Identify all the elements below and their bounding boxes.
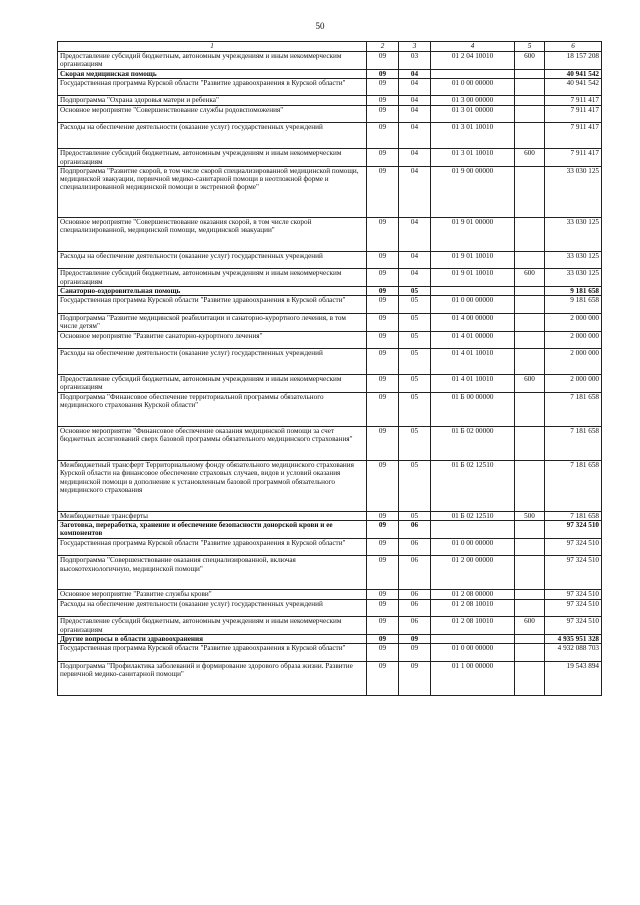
row-amount: 7 181 658 xyxy=(545,426,602,460)
row-name: Основное мероприятие "Развитие службы крови" xyxy=(58,590,367,599)
row-target-article: 01 2 08 10010 xyxy=(431,599,515,617)
row-amount: 33 030 125 xyxy=(545,251,602,269)
table-row xyxy=(58,538,602,556)
table-row xyxy=(58,460,602,511)
row-amount: 7 911 417 xyxy=(545,149,602,167)
row-subsection: 04 xyxy=(399,123,431,149)
row-section: 09 xyxy=(367,296,399,314)
row-target-article xyxy=(431,634,515,643)
row-amount: 2 000 000 xyxy=(545,349,602,375)
row-expense-type xyxy=(515,644,545,662)
row-target-article: 01 3 01 10010 xyxy=(431,149,515,167)
row-amount: 7 911 417 xyxy=(545,105,602,123)
row-subsection: 04 xyxy=(399,69,431,78)
row-target-article xyxy=(431,521,515,539)
row-subsection: 05 xyxy=(399,287,431,296)
row-section: 09 xyxy=(367,634,399,643)
row-name: Расходы на обеспечение деятельности (оказание услуг) государственных учреждений xyxy=(58,349,367,375)
row-subsection: 04 xyxy=(399,105,431,123)
row-section: 09 xyxy=(367,123,399,149)
header-cell-subsection: 3 xyxy=(399,42,431,52)
row-amount: 7 181 658 xyxy=(545,392,602,426)
row-subsection: 09 xyxy=(399,661,431,695)
row-name: Государственная программа Курской области "Развитие здравоохранения в Курской области" xyxy=(58,78,367,96)
row-target-article: 01 Б 02 12510 xyxy=(431,460,515,511)
row-subsection: 04 xyxy=(399,149,431,167)
row-expense-type xyxy=(515,287,545,296)
row-amount: 7 911 417 xyxy=(545,123,602,149)
table-row xyxy=(58,287,602,296)
row-section: 09 xyxy=(367,426,399,460)
row-amount: 40 941 542 xyxy=(545,69,602,78)
row-section: 09 xyxy=(367,599,399,617)
row-subsection: 05 xyxy=(399,296,431,314)
row-expense-type xyxy=(515,521,545,539)
row-name: Санаторно-оздоровительная помощь xyxy=(58,287,367,296)
row-subsection: 05 xyxy=(399,331,431,349)
row-amount: 9 181 658 xyxy=(545,287,602,296)
row-target-article: 01 4 01 10010 xyxy=(431,349,515,375)
row-target-article: 01 9 01 10010 xyxy=(431,251,515,269)
row-target-article: 01 0 00 00000 xyxy=(431,78,515,96)
header-cell-section: 2 xyxy=(367,42,399,52)
row-expense-type xyxy=(515,78,545,96)
row-name: Подпрограмма "Профилактика заболеваний и формирование здорового образа жизни. Развитие первичной медико-санитарной помощи" xyxy=(58,661,367,695)
row-expense-type: 600 xyxy=(515,269,545,287)
row-target-article: 01 4 00 00000 xyxy=(431,313,515,331)
row-expense-type xyxy=(515,217,545,251)
row-name: Основное мероприятие "Финансовое обеспечение оказания медицинской помощи за счет бюджетных ассигнований сверх базовой программы обязательного медицинского страхования" xyxy=(58,426,367,460)
row-name: Предоставление субсидий бюджетным, автономным учреждениям и иным некоммерческим организациям xyxy=(58,375,367,393)
row-subsection: 05 xyxy=(399,460,431,511)
row-amount: 18 157 208 xyxy=(545,52,602,70)
row-expense-type xyxy=(515,349,545,375)
table-row xyxy=(58,521,602,539)
row-amount: 97 324 510 xyxy=(545,590,602,599)
row-amount: 97 324 510 xyxy=(545,538,602,556)
row-name: Предоставление субсидий бюджетным, автономным учреждениям и иным некоммерческим организациям xyxy=(58,617,367,635)
row-amount: 33 030 125 xyxy=(545,166,602,217)
row-amount: 4 935 951 328 xyxy=(545,634,602,643)
row-name: Другие вопросы в области здравоохранения xyxy=(58,634,367,643)
row-name: Межбюджетные трансферты xyxy=(58,511,367,520)
row-subsection: 05 xyxy=(399,375,431,393)
row-target-article: 01 Б 02 12510 xyxy=(431,511,515,520)
row-name: Предоставление субсидий бюджетным, автономным учреждениям и иным некоммерческим организациям xyxy=(58,52,367,70)
header-cell-target-article: 4 xyxy=(431,42,515,52)
row-name: Расходы на обеспечение деятельности (оказание услуг) государственных учреждений xyxy=(58,599,367,617)
row-expense-type: 600 xyxy=(515,617,545,635)
row-subsection: 05 xyxy=(399,313,431,331)
row-subsection: 04 xyxy=(399,269,431,287)
row-section: 09 xyxy=(367,392,399,426)
table-row xyxy=(58,392,602,426)
table-row xyxy=(58,331,602,349)
row-section: 09 xyxy=(367,105,399,123)
row-amount: 19 543 894 xyxy=(545,661,602,695)
row-expense-type: 600 xyxy=(515,52,545,70)
table-row xyxy=(58,78,602,96)
row-section: 09 xyxy=(367,556,399,590)
table-row xyxy=(58,349,602,375)
row-expense-type xyxy=(515,105,545,123)
row-section: 09 xyxy=(367,69,399,78)
row-name: Основное мероприятие "Совершенствование службы родовспоможения" xyxy=(58,105,367,123)
row-target-article: 01 Б 02 00000 xyxy=(431,426,515,460)
row-name: Государственная программа Курской области "Развитие здравоохранения в Курской области" xyxy=(58,644,367,662)
row-target-article: 01 2 00 00000 xyxy=(431,556,515,590)
row-expense-type: 500 xyxy=(515,511,545,520)
row-expense-type xyxy=(515,296,545,314)
row-name: Предоставление субсидий бюджетным, автономным учреждениям и иным некоммерческим организациям xyxy=(58,269,367,287)
row-section: 09 xyxy=(367,521,399,539)
row-subsection: 09 xyxy=(399,644,431,662)
row-amount: 7 911 417 xyxy=(545,96,602,105)
row-section: 09 xyxy=(367,590,399,599)
row-subsection: 05 xyxy=(399,392,431,426)
table-header-row xyxy=(58,42,602,52)
table-row xyxy=(58,105,602,123)
row-subsection: 03 xyxy=(399,52,431,70)
row-expense-type xyxy=(515,166,545,217)
row-subsection: 05 xyxy=(399,349,431,375)
table-row xyxy=(58,217,602,251)
row-amount: 97 324 510 xyxy=(545,556,602,590)
row-subsection: 04 xyxy=(399,78,431,96)
row-target-article: 01 4 01 10010 xyxy=(431,375,515,393)
row-target-article: 01 2 04 10010 xyxy=(431,52,515,70)
row-section: 09 xyxy=(367,331,399,349)
row-name: Расходы на обеспечение деятельности (оказание услуг) государственных учреждений xyxy=(58,123,367,149)
row-name: Подпрограмма "Финансовое обеспечение территориальной программы обязательного медицинского страхования Курской области" xyxy=(58,392,367,426)
row-section: 09 xyxy=(367,661,399,695)
table-row xyxy=(58,149,602,167)
row-subsection: 06 xyxy=(399,617,431,635)
table-row xyxy=(58,426,602,460)
page-number: 50 xyxy=(315,21,325,31)
row-expense-type xyxy=(515,590,545,599)
row-section: 09 xyxy=(367,460,399,511)
row-name: Подпрограмма "Развитие медицинской реабилитации и санаторно-курортного лечения, в том числе детям" xyxy=(58,313,367,331)
row-target-article: 01 1 00 00000 xyxy=(431,661,515,695)
row-target-article: 01 9 01 10010 xyxy=(431,269,515,287)
row-name: Расходы на обеспечение деятельности (оказание услуг) государственных учреждений xyxy=(58,251,367,269)
row-name: Заготовка, переработка, хранение и обеспечение безопасности донорской крови и ее компонентов xyxy=(58,521,367,539)
row-subsection: 06 xyxy=(399,590,431,599)
row-section: 09 xyxy=(367,349,399,375)
row-name: Основное мероприятие "Совершенствование оказания скорой, в том числе скорой специализированной, медицинской помощи, медицинской эвакуации" xyxy=(58,217,367,251)
row-section: 09 xyxy=(367,251,399,269)
row-amount: 9 181 658 xyxy=(545,296,602,314)
row-section: 09 xyxy=(367,149,399,167)
row-target-article: 01 2 08 10010 xyxy=(431,617,515,635)
row-subsection: 06 xyxy=(399,521,431,539)
row-amount: 97 324 510 xyxy=(545,521,602,539)
row-expense-type xyxy=(515,556,545,590)
row-target-article: 01 0 00 00000 xyxy=(431,644,515,662)
row-expense-type xyxy=(515,331,545,349)
table-row xyxy=(58,644,602,662)
row-amount: 40 941 542 xyxy=(545,78,602,96)
row-name: Основное мероприятие "Развитие санаторно-курортного лечения" xyxy=(58,331,367,349)
row-amount: 7 181 658 xyxy=(545,511,602,520)
row-subsection: 06 xyxy=(399,599,431,617)
row-expense-type xyxy=(515,460,545,511)
table-row xyxy=(58,556,602,590)
row-amount: 33 030 125 xyxy=(545,217,602,251)
row-section: 09 xyxy=(367,166,399,217)
header-cell-name: 1 xyxy=(58,42,367,52)
row-amount: 33 030 125 xyxy=(545,269,602,287)
row-subsection: 05 xyxy=(399,511,431,520)
row-section: 09 xyxy=(367,375,399,393)
table-row xyxy=(58,269,602,287)
row-expense-type xyxy=(515,426,545,460)
table-row xyxy=(58,661,602,695)
row-amount: 2 000 000 xyxy=(545,331,602,349)
row-expense-type: 600 xyxy=(515,375,545,393)
table-row xyxy=(58,599,602,617)
row-section: 09 xyxy=(367,511,399,520)
row-expense-type: 600 xyxy=(515,149,545,167)
table-row xyxy=(58,166,602,217)
row-target-article xyxy=(431,69,515,78)
row-expense-type xyxy=(515,538,545,556)
row-section: 09 xyxy=(367,217,399,251)
row-name: Государственная программа Курской области "Развитие здравоохранения в Курской области" xyxy=(58,296,367,314)
row-target-article: 01 3 01 10010 xyxy=(431,123,515,149)
row-section: 09 xyxy=(367,287,399,296)
row-target-article: 01 3 01 00000 xyxy=(431,105,515,123)
row-subsection: 06 xyxy=(399,538,431,556)
row-subsection: 04 xyxy=(399,166,431,217)
row-name: Государственная программа Курской области "Развитие здравоохранения в Курской области" xyxy=(58,538,367,556)
row-section: 09 xyxy=(367,644,399,662)
header-cell-expense-type: 5 xyxy=(515,42,545,52)
row-name: Подпрограмма "Развитие скорой, в том числе скорой специализированной медицинской помощи, медицинской эвакуации, первичной медико-санитарной помощи в неотложной форме и специализированной медицинской помощи в экстренной форме" xyxy=(58,166,367,217)
row-amount: 2 000 000 xyxy=(545,313,602,331)
row-amount: 4 932 088 703 xyxy=(545,644,602,662)
row-target-article: 01 9 00 00000 xyxy=(431,166,515,217)
row-name: Подпрограмма "Охрана здоровья матери и ребенка" xyxy=(58,96,367,105)
row-target-article: 01 9 01 00000 xyxy=(431,217,515,251)
row-subsection: 04 xyxy=(399,217,431,251)
table-row xyxy=(58,69,602,78)
table-row xyxy=(58,123,602,149)
row-expense-type xyxy=(515,392,545,426)
row-expense-type xyxy=(515,123,545,149)
table-row xyxy=(58,590,602,599)
row-expense-type xyxy=(515,69,545,78)
row-name: Предоставление субсидий бюджетным, автономным учреждениям и иным некоммерческим организациям xyxy=(58,149,367,167)
row-section: 09 xyxy=(367,269,399,287)
row-amount: 7 181 658 xyxy=(545,460,602,511)
row-amount: 97 324 510 xyxy=(545,617,602,635)
row-expense-type xyxy=(515,96,545,105)
row-name: Скорая медицинская помощь xyxy=(58,69,367,78)
table-row xyxy=(58,96,602,105)
row-section: 09 xyxy=(367,52,399,70)
row-amount: 2 000 000 xyxy=(545,375,602,393)
row-target-article: 01 0 00 00000 xyxy=(431,538,515,556)
row-subsection: 09 xyxy=(399,634,431,643)
row-name: Межбюджетный трансферт Территориальному фонду обязательного медицинского страхования Курской области на финансовое обеспечение страховых случаев, видов и условий оказания медицинской помощи в дополнение к установленным базовой программой обязательного медицинского страхования xyxy=(58,460,367,511)
row-expense-type xyxy=(515,313,545,331)
table-row xyxy=(58,511,602,520)
row-section: 09 xyxy=(367,617,399,635)
table-row xyxy=(58,52,602,70)
row-expense-type xyxy=(515,661,545,695)
table-row xyxy=(58,251,602,269)
row-target-article: 01 2 08 00000 xyxy=(431,590,515,599)
row-name: Подпрограмма "Совершенствование оказания специализированной, включая высокотехнологичную, медицинской помощи" xyxy=(58,556,367,590)
row-subsection: 06 xyxy=(399,556,431,590)
table-row xyxy=(58,375,602,393)
row-expense-type xyxy=(515,634,545,643)
row-expense-type xyxy=(515,599,545,617)
row-subsection: 05 xyxy=(399,426,431,460)
table-row xyxy=(58,313,602,331)
row-target-article xyxy=(431,287,515,296)
row-target-article: 01 4 01 00000 xyxy=(431,331,515,349)
table-row xyxy=(58,296,602,314)
row-subsection: 04 xyxy=(399,96,431,105)
table-row xyxy=(58,617,602,635)
row-target-article: 01 0 00 00000 xyxy=(431,296,515,314)
row-section: 09 xyxy=(367,313,399,331)
row-section: 09 xyxy=(367,78,399,96)
row-expense-type xyxy=(515,251,545,269)
header-cell-amount: 6 xyxy=(545,42,602,52)
budget-table xyxy=(57,41,602,696)
row-section: 09 xyxy=(367,538,399,556)
row-amount: 97 324 510 xyxy=(545,599,602,617)
row-target-article: 01 3 00 00000 xyxy=(431,96,515,105)
row-target-article: 01 Б 00 00000 xyxy=(431,392,515,426)
row-subsection: 04 xyxy=(399,251,431,269)
row-section: 09 xyxy=(367,96,399,105)
table-row xyxy=(58,634,602,643)
